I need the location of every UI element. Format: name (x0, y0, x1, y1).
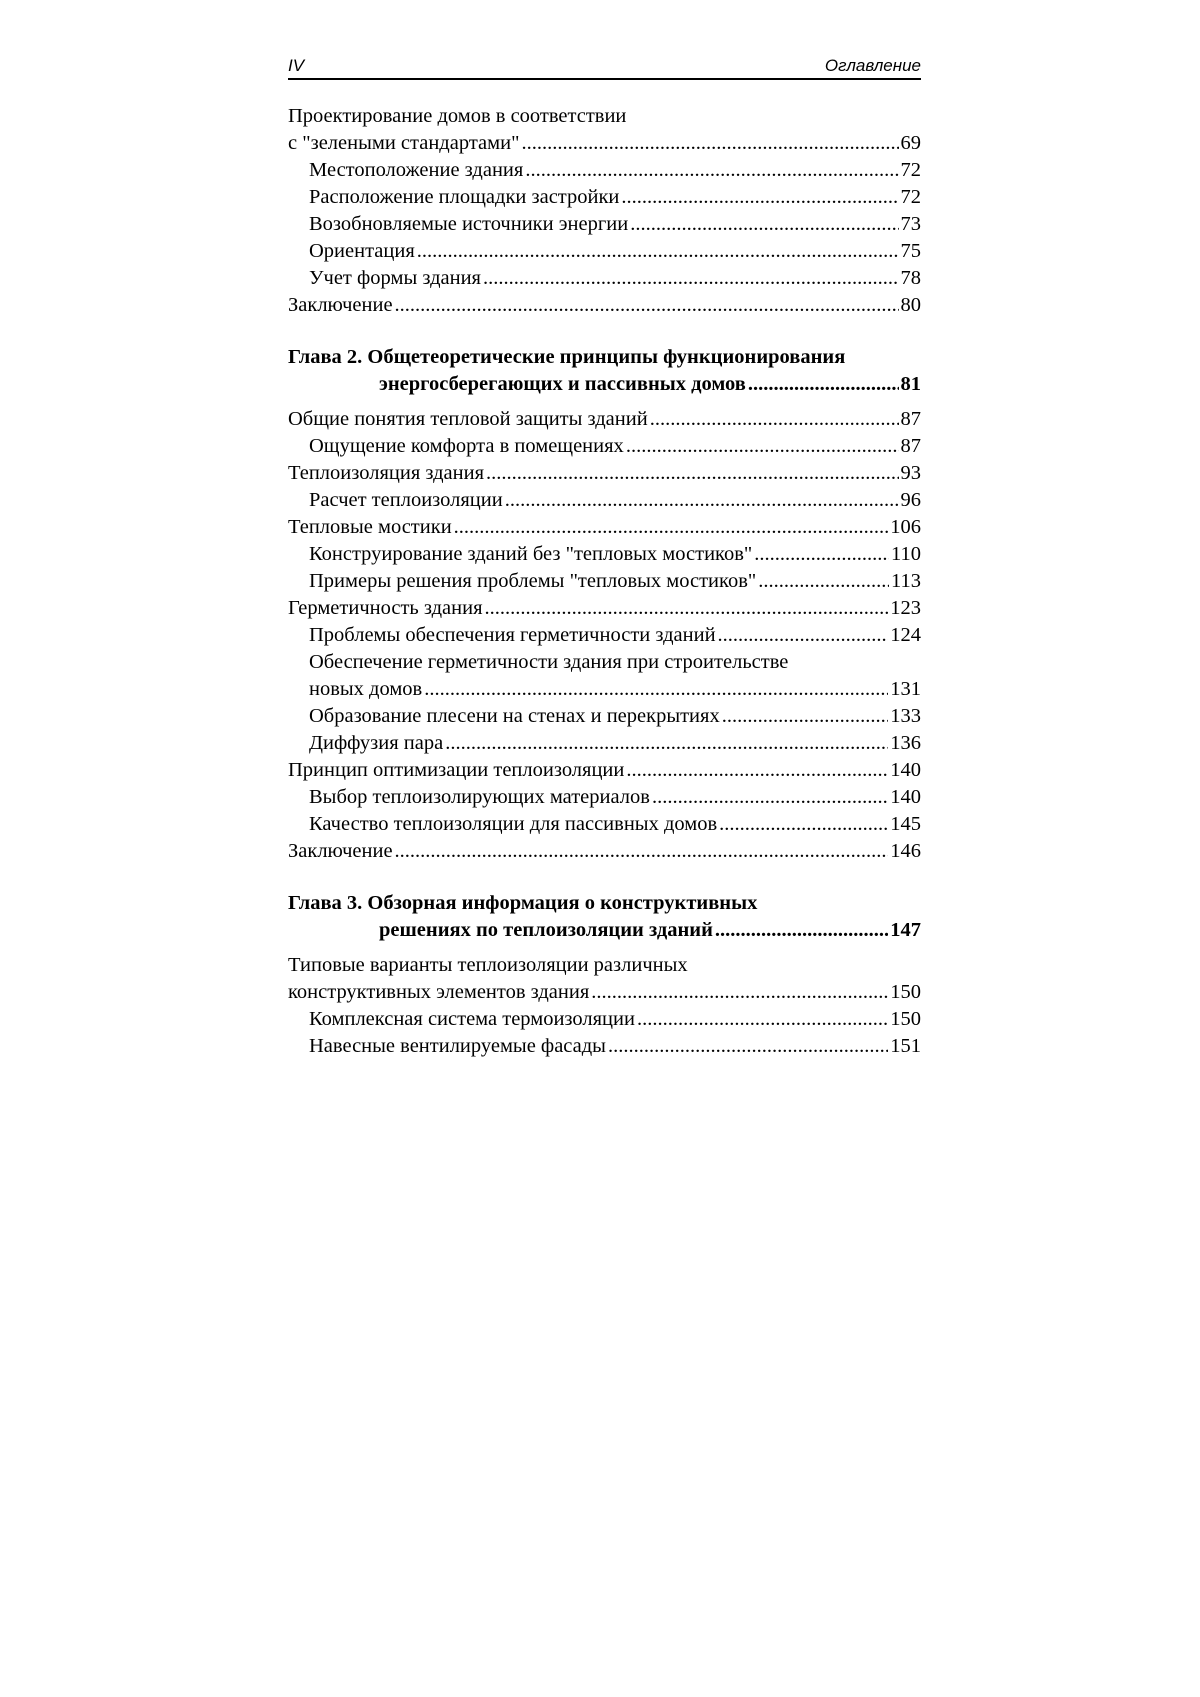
entry-page-number: 151 (890, 1035, 921, 1057)
toc-entry (288, 838, 921, 865)
entry-title: Возобновляемые источники энергии (309, 213, 629, 235)
dot-leader (608, 1033, 888, 1060)
entry-title-line1: Типовые варианты теплоизоляции различных (288, 954, 688, 976)
entry-row (309, 1033, 921, 1060)
entry-title: Местоположение здания (309, 159, 524, 181)
entry-page-number: 73 (900, 213, 921, 235)
entry-title: Качество теплоизоляции для пассивных домов (309, 813, 718, 835)
entry-title-line1: Проектирование домов в соответствии (288, 105, 627, 127)
toc-entry (288, 406, 921, 433)
toc-entry (288, 265, 921, 292)
dot-leader (424, 676, 888, 703)
dot-leader (637, 1006, 888, 1033)
entry-page-number: 123 (890, 597, 921, 619)
entry-title: Общие понятия тепловой защиты зданий (288, 408, 648, 430)
entry-page-number: 78 (900, 267, 921, 289)
dot-leader (719, 811, 888, 838)
entry-page-number: 145 (890, 813, 921, 835)
dot-leader (591, 979, 888, 1006)
entry-row (309, 211, 921, 238)
entry-title: Образование плесени на стенах и перекрытиях (309, 705, 720, 727)
running-head (288, 56, 921, 80)
entry-title-line1: Обеспечение герметичности здания при строительстве (309, 651, 789, 673)
dot-leader (715, 917, 888, 944)
entry-row (309, 622, 921, 649)
toc-entry (288, 541, 921, 568)
toc-entry (288, 757, 921, 784)
entry-title: Принцип оптимизации теплоизоляции (288, 759, 625, 781)
toc-chapter-heading (288, 344, 921, 398)
toc-entry (288, 568, 921, 595)
entry-row (309, 184, 921, 211)
entry-row (309, 784, 921, 811)
entry-title: Герметичность здания (288, 597, 483, 619)
entry-title: Заключение (288, 294, 393, 316)
toc-entry (288, 460, 921, 487)
chapter-title-line1: Глава 2. Общетеоретические принципы функционирования (288, 346, 846, 368)
toc-entry (288, 703, 921, 730)
dot-leader (445, 730, 888, 757)
toc-chapter-heading (288, 890, 921, 944)
toc-entry (288, 649, 921, 703)
entry-page-number: 150 (890, 981, 921, 1003)
dot-leader (758, 568, 889, 595)
dot-leader (718, 622, 889, 649)
toc-entry (288, 184, 921, 211)
entry-page-number: 140 (890, 786, 921, 808)
entry-title: Диффузия пара (309, 732, 444, 754)
toc-entry (288, 514, 921, 541)
chapter-page-number: 81 (900, 373, 921, 395)
chapter-title-line1: Глава 3. Обзорная информация о конструктивных (288, 892, 758, 914)
entry-page-number: 150 (890, 1008, 921, 1030)
entry-page-number: 72 (900, 186, 921, 208)
entry-page-number: 146 (890, 840, 921, 862)
chapter-title-row (288, 917, 921, 944)
entry-row (309, 1006, 921, 1033)
entry-row (288, 292, 921, 319)
table-of-contents (288, 103, 921, 1060)
entry-page-number: 140 (890, 759, 921, 781)
entry-page-number: 133 (890, 705, 921, 727)
entry-page-number: 131 (890, 678, 921, 700)
entry-row (288, 130, 921, 157)
entry-row (288, 838, 921, 865)
entry-title: Ощущение комфорта в помещениях (309, 435, 624, 457)
entry-page-number: 110 (891, 543, 921, 565)
dot-leader (652, 784, 888, 811)
toc-entry (288, 730, 921, 757)
chapter-title-row (288, 371, 921, 398)
entry-page-number: 69 (900, 132, 921, 154)
dot-leader (395, 292, 899, 319)
entry-title: Расчет теплоизоляции (309, 489, 503, 511)
entry-title: Примеры решения проблемы "тепловых мостиков" (309, 570, 757, 592)
toc-entry (288, 157, 921, 184)
toc-entry (288, 487, 921, 514)
page-number: IV (288, 56, 305, 75)
toc-entry (288, 784, 921, 811)
toc-entry (288, 292, 921, 319)
toc-entry (288, 433, 921, 460)
entry-title: с "зелеными стандартами" (288, 132, 520, 154)
toc-entry (288, 1006, 921, 1033)
entry-title: конструктивных элементов здания (288, 981, 590, 1003)
dot-leader (454, 514, 889, 541)
entry-title: новых домов (309, 678, 423, 700)
entry-row (309, 568, 921, 595)
dot-leader (630, 211, 898, 238)
entry-row (309, 265, 921, 292)
entry-page-number: 87 (900, 408, 921, 430)
toc-entry (288, 952, 921, 1006)
dot-leader (722, 703, 889, 730)
entry-title: Комплексная система термоизоляции (309, 1008, 635, 1030)
entry-title: Тепловые мостики (288, 516, 452, 538)
entry-title: Заключение (288, 840, 393, 862)
entry-row (309, 541, 921, 568)
entry-row (309, 703, 921, 730)
entry-row (309, 676, 921, 703)
entry-title: Конструирование зданий без "тепловых мостиков" (309, 543, 753, 565)
dot-leader (650, 406, 899, 433)
toc-entry (288, 595, 921, 622)
dot-leader (754, 541, 889, 568)
entry-row (288, 979, 921, 1006)
entry-title: Выбор теплоизолирующих материалов (309, 786, 650, 808)
dot-leader (486, 460, 898, 487)
entry-title: Навесные вентилируемые фасады (309, 1035, 606, 1057)
entry-page-number: 93 (900, 462, 921, 484)
chapter-page-number: 147 (890, 919, 921, 941)
entry-page-number: 136 (890, 732, 921, 754)
dot-leader (521, 130, 898, 157)
section-title: Оглавление (824, 56, 921, 75)
dot-leader (626, 757, 888, 784)
entry-title: Проблемы обеспечения герметичности зданий (309, 624, 716, 646)
entry-row (309, 811, 921, 838)
entry-row (309, 238, 921, 265)
entry-row (288, 460, 921, 487)
entry-page-number: 96 (900, 489, 921, 511)
dot-leader (525, 157, 898, 184)
toc-entry (288, 238, 921, 265)
toc-entry (288, 103, 921, 157)
entry-row (309, 433, 921, 460)
entry-row (309, 730, 921, 757)
entry-page-number: 75 (900, 240, 921, 262)
entry-title: Расположение площадки застройки (309, 186, 620, 208)
dot-leader (748, 371, 899, 398)
entry-title: Учет формы здания (309, 267, 481, 289)
chapter-title-line2: решениях по теплоизоляции зданий (379, 919, 713, 941)
toc-entry (288, 811, 921, 838)
entry-title: Теплоизоляция здания (288, 462, 485, 484)
entry-row (288, 406, 921, 433)
dot-leader (417, 238, 899, 265)
toc-entry (288, 211, 921, 238)
toc-entry (288, 1033, 921, 1060)
dot-leader (483, 265, 899, 292)
dot-leader (395, 838, 889, 865)
entry-page-number: 106 (890, 516, 921, 538)
dot-leader (485, 595, 889, 622)
entry-page-number: 113 (891, 570, 921, 592)
entry-row (288, 595, 921, 622)
dot-leader (621, 184, 898, 211)
entry-page-number: 72 (900, 159, 921, 181)
entry-page-number: 80 (900, 294, 921, 316)
entry-row (309, 157, 921, 184)
dot-leader (505, 487, 899, 514)
dot-leader (626, 433, 899, 460)
entry-row (288, 514, 921, 541)
chapter-title-line2: энергосберегающих и пассивных домов (379, 373, 746, 395)
entry-row (288, 757, 921, 784)
entry-title: Ориентация (309, 240, 415, 262)
entry-page-number: 124 (890, 624, 921, 646)
entry-page-number: 87 (900, 435, 921, 457)
entry-row (309, 487, 921, 514)
toc-entry (288, 622, 921, 649)
